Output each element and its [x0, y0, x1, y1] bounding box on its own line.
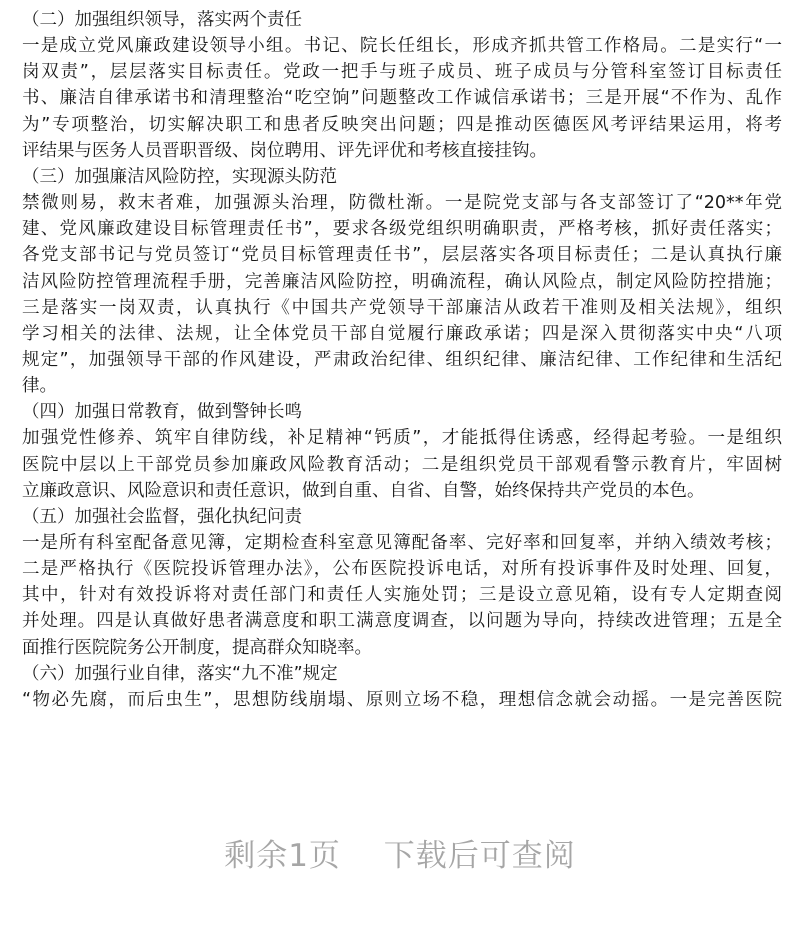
paragraph-line: 为”专项整治，切实解决职工和患者反映突出问题；四是推动医德医风考评结果运用，将考: [22, 114, 782, 135]
paragraph-line: 医院中层以上干部党员参加廉政风险教育活动；二是组织党员干部观看警示教育片，牢固树: [22, 454, 782, 475]
paragraph-line: “物必先腐，而后虫生”，思想防线崩塌、原则立场不稳，理想信念就会动摇。一是完善医院: [22, 689, 782, 710]
paragraph-line: 二是严格执行《医院投诉管理办法》，公布医院投诉电话，对所有投诉事件及时处理、回复，: [22, 559, 782, 580]
paragraph-line: 律。: [22, 376, 57, 397]
paragraph-line: 加强党性修养、筑牢自律防线，补足精神“钙质”，才能抵得住诱惑，经得起考验。一是组织: [22, 428, 782, 449]
section-heading: （五）加强社会监督，强化执纪问责: [22, 506, 302, 527]
paragraph-line: 立廉政意识、风险意识和责任意识，做到自重、自省、自警，始终保持共产党员的本色。: [22, 480, 705, 501]
section-heading: （二）加强组织领导，落实两个责任: [22, 10, 302, 30]
paragraph-line: 评结果与医务人员晋职晋级、岗位聘用、评先评优和考核直接挂钩。: [22, 140, 547, 161]
paragraph-line: 学习相关的法律、法规，让全体党员干部自觉履行廉政承诺；四是深入贯彻落实中央“八项: [22, 323, 782, 344]
paragraph-line: 三是落实一岗双责，认真执行《中国共产党领导干部廉洁从政若干准则及相关法规》，组织: [22, 297, 782, 318]
paragraph-line: 并处理。四是认真做好患者满意度和职工满意度调查，以问题为导向，持续改进管理；五是全: [22, 611, 782, 632]
section-heading: （四）加强日常教育，做到警钟长鸣: [22, 402, 302, 423]
paragraph-line: 洁风险防控管理流程手册，完善廉洁风险防控，明确流程，确认风险点，制定风险防控措施；: [22, 271, 782, 292]
paragraph-line: 面推行医院院务公开制度，提高群众知晓率。: [22, 637, 372, 658]
paragraph-line: 岗双责”，层层落实目标责任。党政一把手与班子成员、班子成员与分管科室签订目标责任: [22, 62, 782, 83]
paragraph-line: 其中，针对有效投诉将对责任部门和责任人实施处罚；三是设立意见箱，设有专人定期查阅: [22, 585, 782, 606]
section-heading: （三）加强廉洁风险防控，实现源头防范: [22, 166, 337, 187]
paragraph-line: 各党支部书记与党员签订“党员目标管理责任书”，层层落实各项目标责任；二是认真执行廉: [22, 245, 782, 266]
paragraph-line: 规定”，加强领导干部的作风建设，严肃政治纪律、组织纪律、廉洁纪律、工作纪律和生活纪: [22, 349, 782, 370]
paragraph-line: 书、廉洁自律承诺书和清理整治“吃空饷”问题整改工作诚信承诺书；三是开展“不作为、乱作: [22, 88, 782, 109]
paragraph-line: 禁微则易，救末者难，加强源头治理，防微杜渐。一是院党支部与各支部签订了“20**年党: [22, 193, 782, 214]
paragraph-line: 建、党风廉政建设目标管理责任书”，要求各级党组织明确职责，严格考核，抓好责任落实；: [22, 219, 782, 240]
download-to-view-label[interactable]: 下载后可查阅: [383, 838, 576, 874]
paragraph-line: 一是所有科室配备意见簿，定期检查科室意见簿配备率、完好率和回复率，并纳入绩效考核；: [22, 533, 782, 553]
download-prompt[interactable]: [0, 830, 800, 875]
remaining-pages-label: 剩余1页: [224, 838, 341, 874]
paragraph-line: 一是成立党风廉政建设领导小组。书记、院长任组长，形成齐抓共管工作格局。二是实行“一: [22, 36, 782, 57]
section-heading: （六）加强行业自律，落实“九不准”规定: [22, 663, 338, 684]
